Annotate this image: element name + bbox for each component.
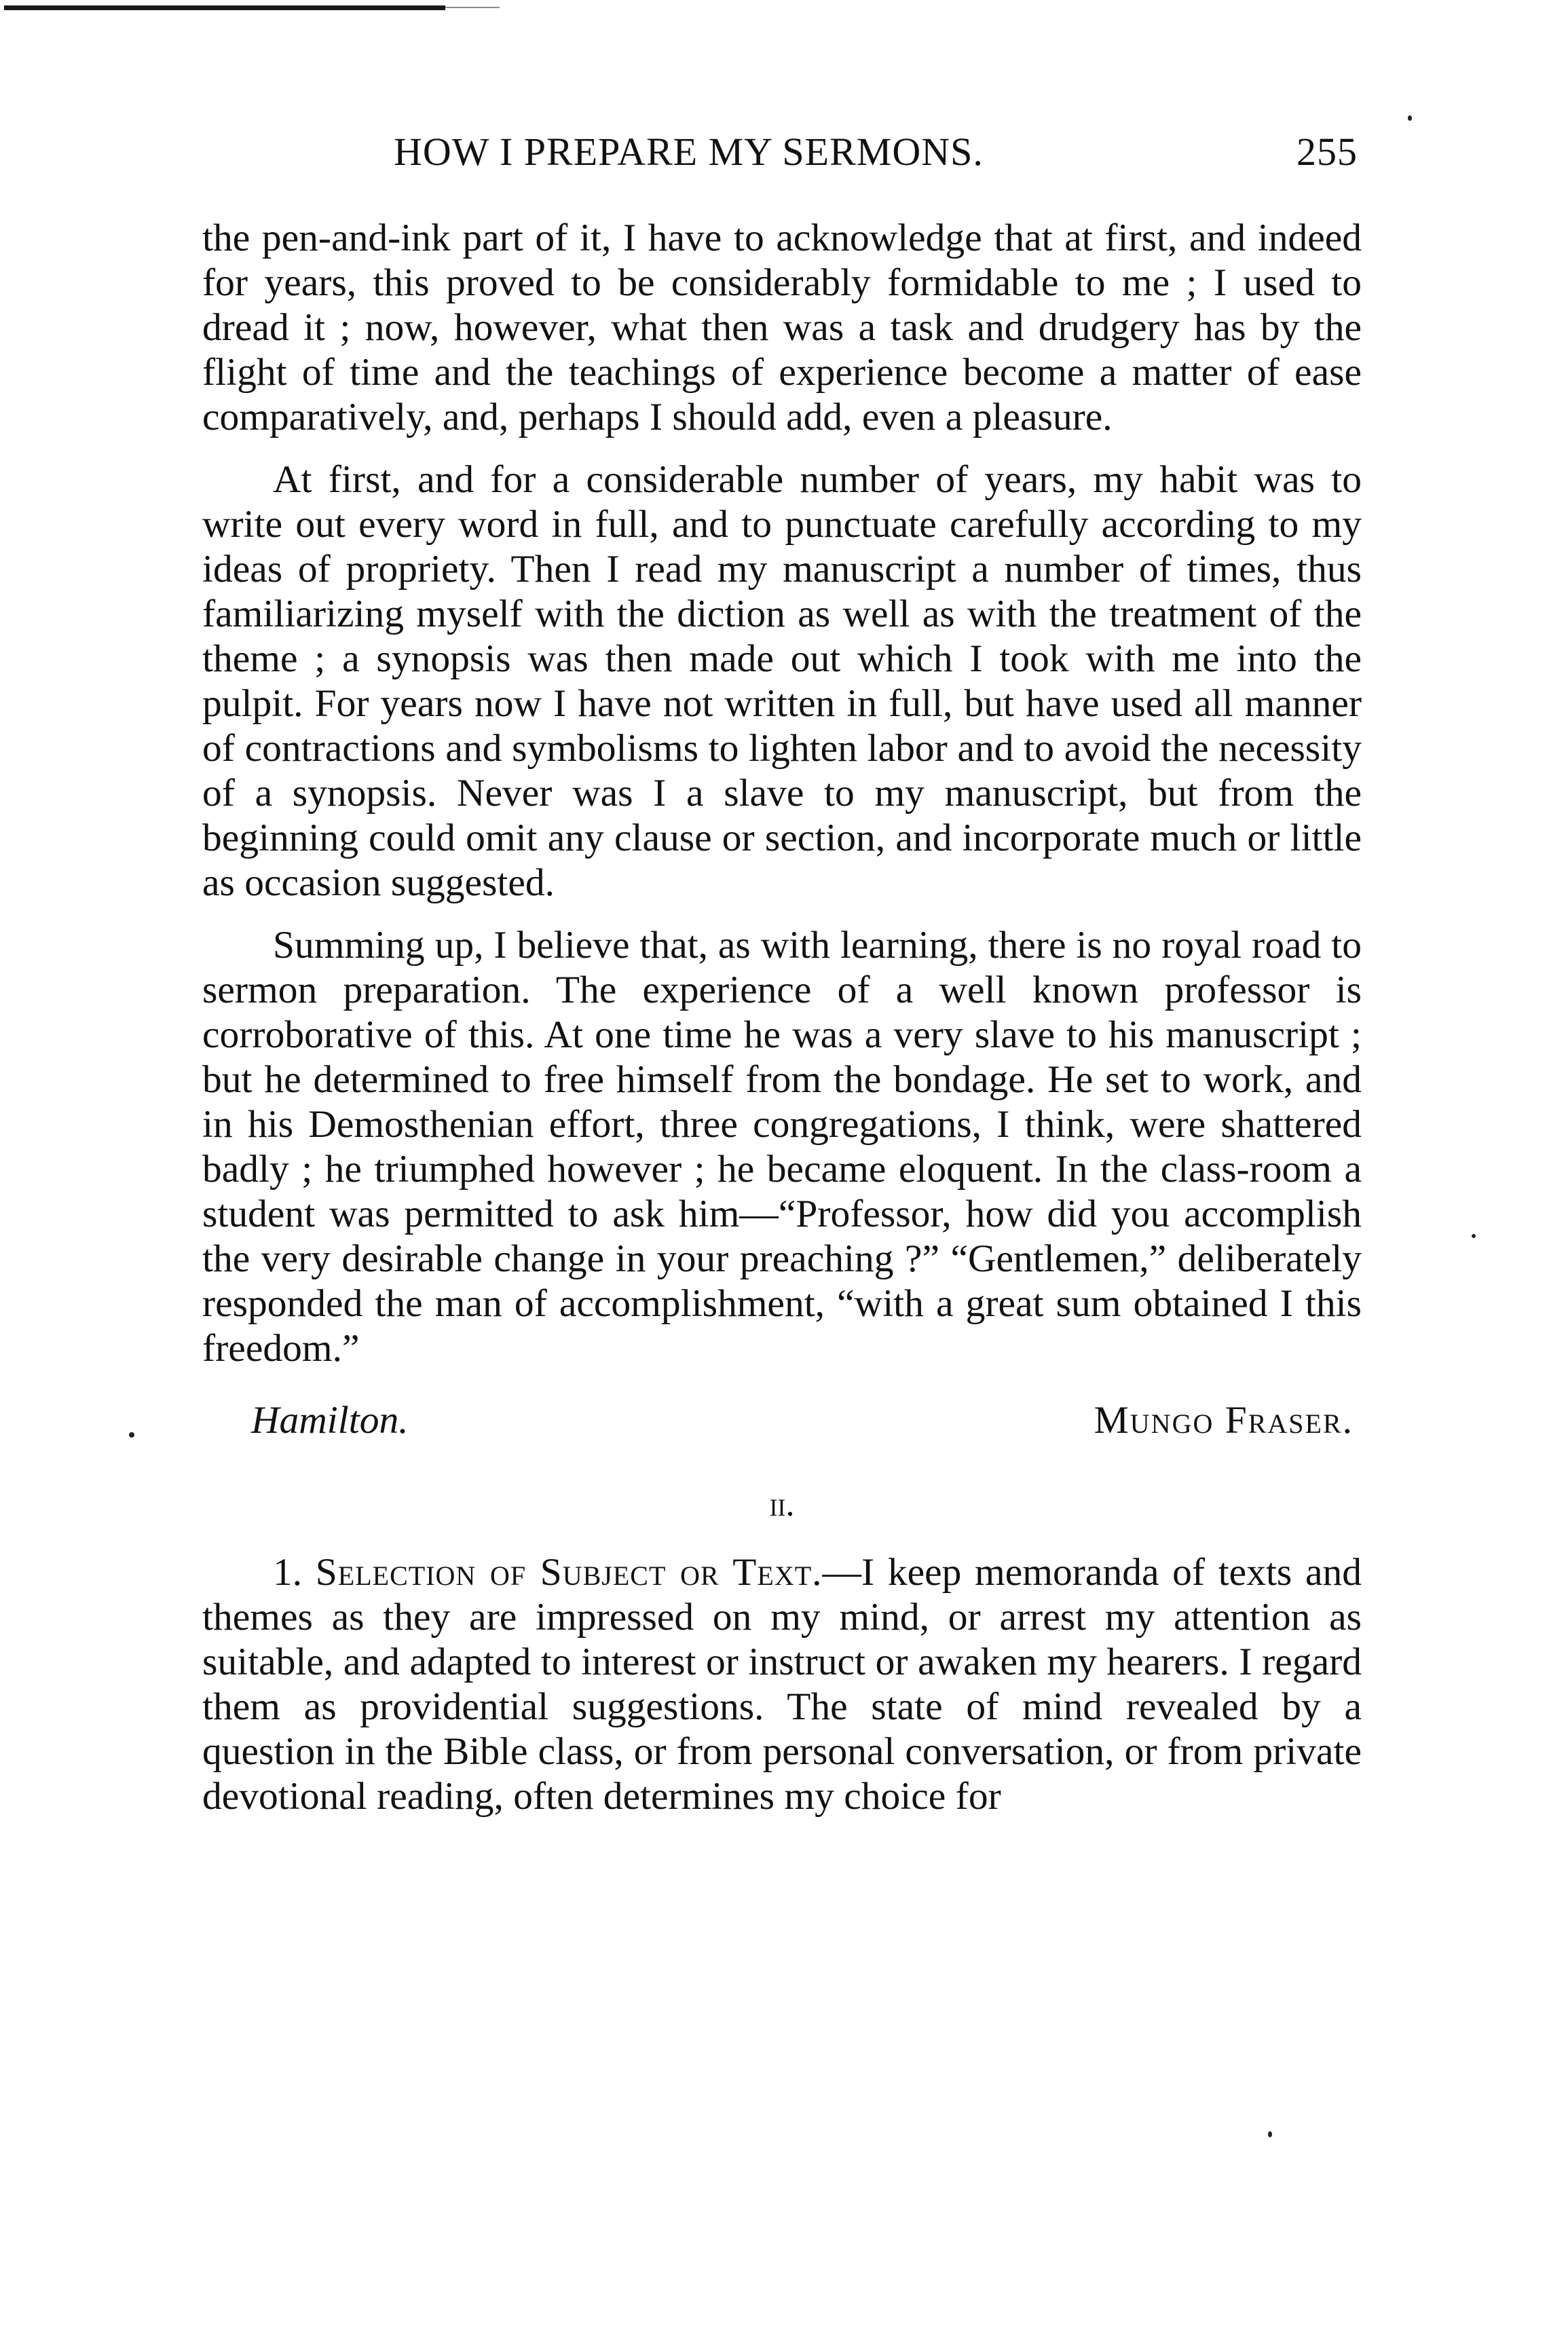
running-title: HOW I PREPARE MY SERMONS.	[394, 130, 984, 174]
paragraph-summing-up: Summing up, I believe that, as with learning, there is no royal road to sermon preparation. The experience of a well known professor is corroborative of this. At one time he was a very slave to his manuscript ; but he determined to free himself from the bondage. He set to work, and in his Demosthenian effort, three congregations, I think, were shattered badly ; he triumphed however ; he became eloquent. In the class-room a student was permitted to ask him—“Professor, how did you accomplish the very desirable change in your preaching ?” “Gentlemen,” deliberately responded the man of accomplishment, “with a great sum obtained I this freedom.”	[202, 924, 1362, 1370]
signature-place: Hamilton.	[251, 1399, 409, 1442]
section-number: ii.	[769, 1485, 795, 1524]
paragraph-number: 1.	[273, 1551, 303, 1594]
paragraph-heading: Selection of Subject or Text.	[315, 1551, 823, 1594]
paragraph-continued: the pen-and-ink part of it, I have to acknowledge that at first, and indeed for years, this proved to be considerably formidable to me ; I used to dread it ; now, however, what then was a task and drudgery has by the flight of time and the teachings of experience become a matter of ease comparatively, and, perhaps I should add, even a pleasure.	[202, 217, 1362, 438]
print-speck	[1268, 2131, 1272, 2137]
paragraph-habit: At first, and for a considerable number of years, my habit was to write out every word in full, and to punctuate carefully according to my ideas of propriety. Then I read my manuscript a number of times, thus familiarizing myself with the diction as well as with the treatment of the theme ; a synopsis was then made out which I took with me into the pulpit. For years now I have not written in full, but have used all manner of contractions and symbolisms to lighten labor and to avoid the necessity of a synopsis. Never was I a slave to my manuscript, but from the beginning could omit any clause or section, and incorporate much or little as occasion suggested.	[202, 458, 1362, 904]
print-speck	[129, 1432, 134, 1438]
page-number: 255	[1296, 130, 1358, 174]
signature	[202, 1391, 1362, 1473]
print-speck	[1472, 1234, 1476, 1238]
paragraph-selection	[202, 1550, 1362, 1819]
print-speck	[1408, 115, 1412, 121]
top-rule-faint	[445, 7, 500, 8]
paragraph-body: —I keep memoranda of texts and themes as they are impressed on my mind, or arrest my attention as suitable, and adapted to interest or instruct or awaken my hearers. I regard them as providential suggestions. The state of mind revealed by a question in the Bible class, or from personal conversation, or from private devotional reading, often determines my choice for	[202, 1551, 1362, 1818]
signature-author: Mungo Fraser.	[1094, 1399, 1354, 1442]
top-rule	[4, 5, 445, 10]
text-block	[202, 216, 1362, 1837]
running-head	[204, 129, 1358, 190]
